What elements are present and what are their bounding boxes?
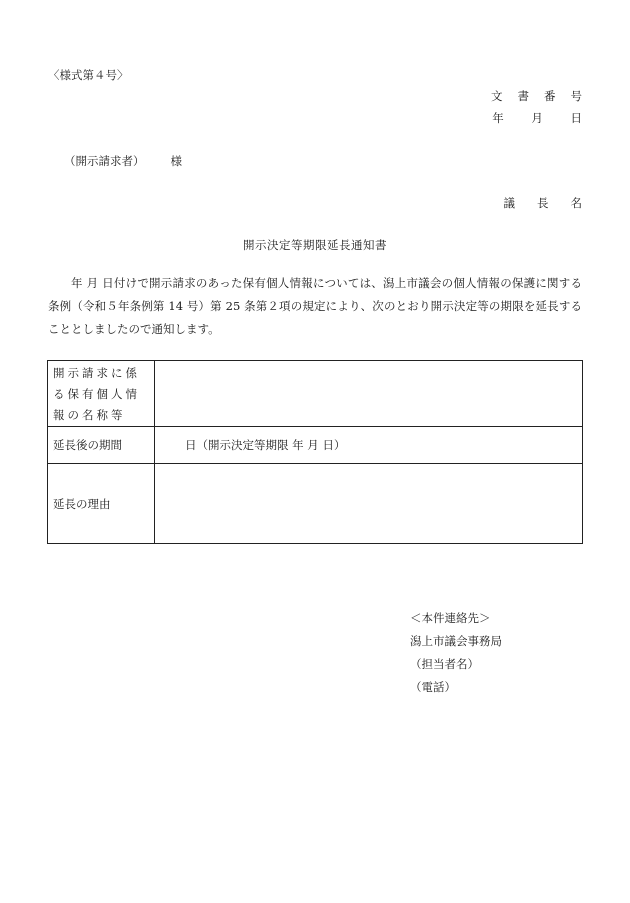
requester-placeholder: （開示請求者） xyxy=(64,154,145,168)
table-row xyxy=(48,427,583,464)
extended-period-label: 延長後の期間 xyxy=(48,427,155,464)
contact-heading: ＜本件連絡先＞ xyxy=(410,611,491,625)
extension-reason-value xyxy=(155,464,583,544)
info-name-value xyxy=(155,361,583,427)
contact-phone: （電話） xyxy=(410,680,456,694)
notice-body: 年 月 日付けで開示請求のあった保有個人情報については、潟上市議会の個人情報の保護に関する条例（令和５年条例第 14 号）第 25 条第２項の規定により、次のとおり開示決定等の期限を延長することとしましたので通知します。 xyxy=(48,276,582,336)
extension-info-table xyxy=(47,360,583,544)
contact-person: （担当者名） xyxy=(410,657,479,671)
contact-office: 潟上市議会事務局 xyxy=(410,634,502,648)
honorific: 様 xyxy=(170,154,182,168)
form-number: 〈様式第４号〉 xyxy=(48,68,129,82)
extended-period-value: 日（開示決定等期限 年 月 日） xyxy=(155,427,583,464)
chair-name: 議長名 xyxy=(503,196,604,210)
issue-date: 年 月 日 xyxy=(492,111,582,125)
info-name-label: 開示請求に係る保有個人情報の名称等 xyxy=(48,361,155,427)
table-row xyxy=(48,361,583,427)
recipient-line xyxy=(64,153,182,169)
document-title: 開示決定等期限延長通知書 xyxy=(243,238,387,252)
table-row xyxy=(48,464,583,544)
contact-block xyxy=(410,607,502,699)
document-number: 文書番号 xyxy=(491,89,597,103)
extension-reason-label: 延長の理由 xyxy=(48,464,155,544)
